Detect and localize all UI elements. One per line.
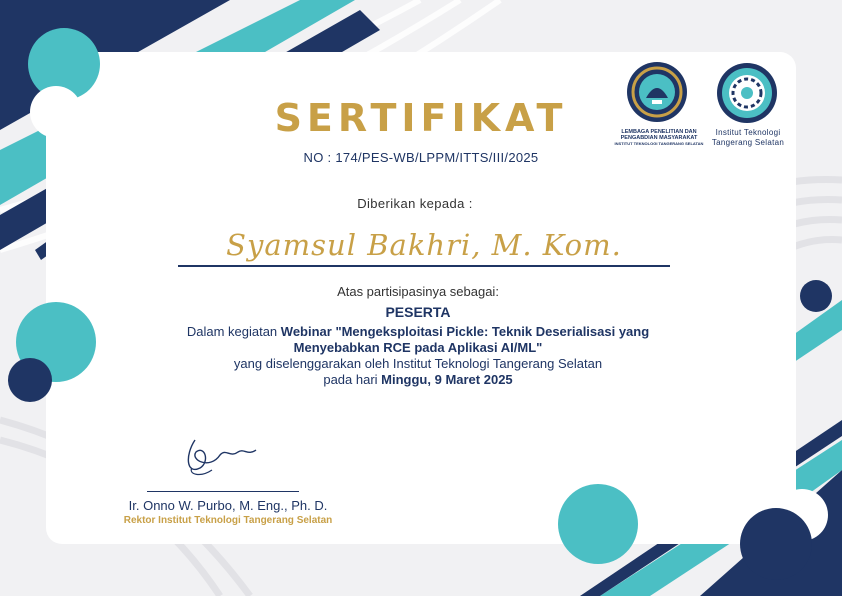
signatory-name: Ir. Onno W. Purbo, M. Eng., Ph. D. <box>128 498 328 513</box>
itts-caption-line2: Tangerang Selatan <box>711 138 785 147</box>
lppm-caption-line3: INSTITUT TEKNOLOGI TANGERANG SELATAN <box>614 141 704 146</box>
certificate-title: SERTIFIKAT <box>274 96 568 140</box>
activity-description <box>180 324 656 388</box>
signatory-title: Rektor Institut Teknologi Tangerang Selatan <box>123 515 333 526</box>
participation-label: Atas partisipasinya sebagai: <box>337 284 499 299</box>
lppm-caption-line2: PENGABDIAN MASYARAKAT <box>620 135 698 141</box>
event-date: Minggu, 9 Maret 2025 <box>381 372 513 387</box>
signature-line <box>147 491 299 492</box>
lppm-caption-line1: LEMBAGA PENELITIAN DAN <box>621 129 697 135</box>
activity-title: Webinar "Mengeksploitasi Pickle: Teknik Deserialisasi yang Menyebabkan RCE pada Aplikasi AI/ML" <box>280 324 650 355</box>
date-prefix: pada hari <box>323 372 382 387</box>
given-to-label: Diberikan kepada : <box>357 196 473 211</box>
itts-caption-line1: Institut Teknologi <box>715 128 781 137</box>
recipient-name: Syamsul Bakhri, M. Kom. <box>226 228 622 262</box>
organizer-text: yang diselenggarakan oleh Institut Teknologi Tangerang Selatan <box>233 356 603 371</box>
name-underline <box>178 265 670 267</box>
activity-prefix: Dalam kegiatan <box>186 324 281 339</box>
participant-role: PESERTA <box>385 304 451 320</box>
certificate-number: NO : 174/PES-WB/LPPM/ITTS/III/2025 <box>303 150 539 165</box>
